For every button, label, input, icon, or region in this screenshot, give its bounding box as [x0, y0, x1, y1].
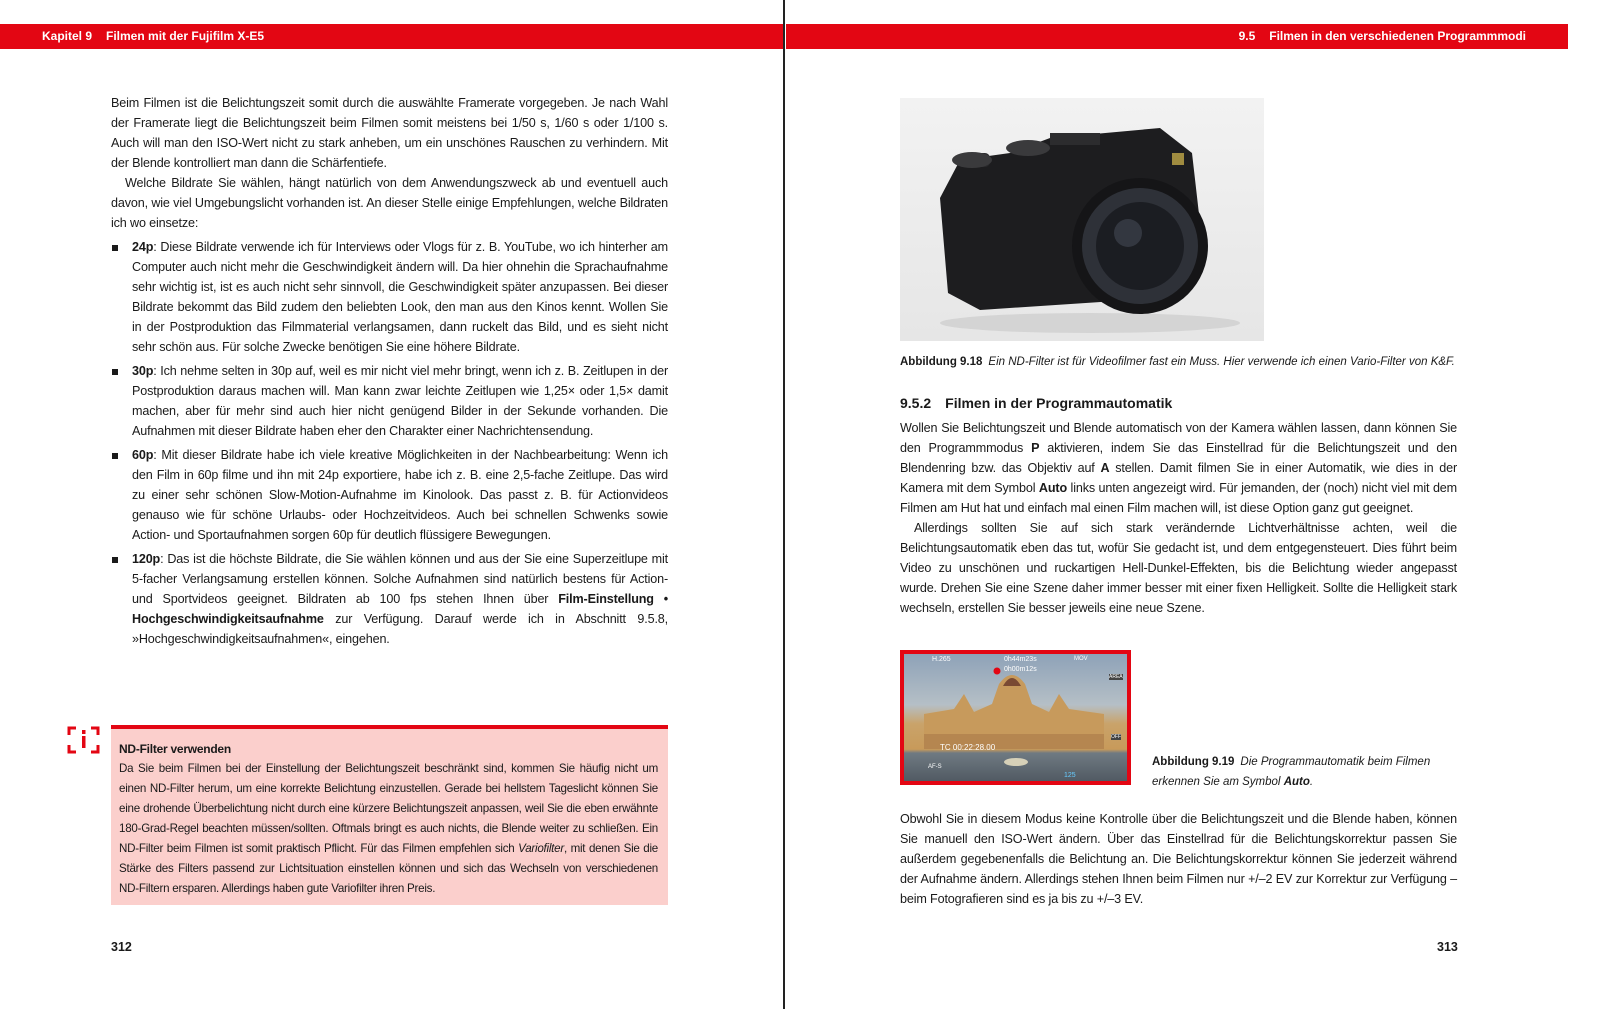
figure-caption-bold: Auto: [1283, 776, 1310, 788]
figure-label: Abbildung 9.18: [900, 356, 983, 368]
italic-text: Variofilter: [518, 842, 564, 855]
camera-illustration: [900, 98, 1264, 341]
remaining-time: 0h44m23s: [1004, 656, 1037, 663]
figure-label: Abbildung 9.19: [1152, 756, 1235, 768]
text-run: Allerdings sollten Sie auf sich stark verändernde Lichtverhältnisse achten, weil die Belichtungsautomatik eben das tut, wofür Sie gedacht ist, und dem entgegensteuert. Dies führt beim Video zu unschönen und ruckartigen Hell-Dunkel-Effekten, bis die Belichtung wieder angepasst wurde. Drehen Sie eine Szene daher immer besser mit einer fixen Helligkeit. Sollte die Helligkeit stark wechseln, erstellen Sie besser jeweils eine neue Szene.: [900, 521, 1457, 615]
paragraph: [900, 809, 1457, 909]
bold-text: 30p: [132, 364, 154, 378]
text-run: : Das ist die höchste Bildrate, die Sie wählen können und aus der Sie eine Superzeitlupe mit 5-facher Verlangsamung erstellen können. Solche Aufnahmen sind natürlich bestens für Action- und Sportvideos geeignet. Bildraten ab 100 fps stehen Ihnen über: [132, 552, 668, 606]
timecode: TC 00:22:28.00: [940, 743, 996, 752]
framerate-list: [111, 237, 668, 649]
info-box: [111, 725, 668, 905]
section-number: 9.5: [1238, 29, 1256, 43]
figure-9-18-caption: [900, 352, 1460, 372]
info-box-text: [119, 759, 658, 899]
section-heading-number: 9.5.2: [900, 395, 932, 411]
section-heading-title: Filmen in der Programmautomatik: [945, 395, 1173, 411]
running-header-right: [786, 24, 1568, 49]
bold-text: 24p: [132, 240, 154, 254]
camera-screen-photo: [900, 650, 1131, 785]
figure-caption-text: Ein ND-Filter ist für Videofilmer fast ein Muss. Hier verwende ich einen Vario-Filter von K&F.: [988, 356, 1455, 368]
list-item: [111, 237, 668, 357]
figure-caption-text: Die Programmautomatik beim Filmen erkennen Sie am Symbol: [1152, 756, 1431, 788]
bold-text: Auto: [1038, 481, 1067, 495]
info-box-title: ND-Filter verwenden: [119, 742, 231, 756]
text-run: : Mit dieser Bildrate habe ich viele kreative Möglichkeiten in der Nachbearbeitung: Wenn ich den Film in 60p filme und ihn mit 24p exportiere, habe ich z. B. eine 2,5-fache Zeitlupe. Das wird zu einer sehr schönen Slow-Motion-Aufnahme im Kinolook. Das passt z. B. für Actionvideos genauso wie für schöne Urlaubs- oder Hochzeitvideos. Auch bei schnellen Schwenks sowie Action- und Sportaufnahmen sorgen 60p für deutlich flüssigere Bewegungen.: [132, 448, 668, 542]
bold-text: 60p: [132, 448, 154, 462]
text-run: Wollen Sie Belichtungszeit und Blende automatisch von der Kamera wählen lassen, dann können Sie den Programmmodus: [900, 421, 1457, 455]
info-icon: [67, 726, 100, 754]
area-button: AREA: [1109, 674, 1123, 680]
page-spine: [783, 0, 785, 1009]
text-run: Beim Filmen ist die Belichtungszeit somit durch die auswählte Framerate vorgegeben. Je nach Wahl der Framerate liegt die Belichtungszeit beim Filmen somit meistens bei 1/50 s, 1/60 s oder 1/100 s. Auch will man den ISO-Wert nicht zu stark anheben, um ein unschönes Rauschen zu verhindern. Mit der Blende kontrolliert man dann die Schärfentiefe.: [111, 96, 668, 170]
text-run: zur Verfügung. Darauf werde ich in Abschnitt 9.5.8, »Hochgeschwindigkeitsaufnahmen«, eingehen.: [132, 612, 668, 646]
focus-mode: AF-S: [928, 764, 942, 770]
text-run: : Diese Bildrate verwende ich für Interviews oder Vlogs für z. B. YouTube, wo ich hinterher am Computer auch nicht mehr die Geschwindigkeit ändern will. Da hier ohnehin die Sprachaufnahme sehr wichtig ist, ist es auch nicht sehr sinnvoll, die Geschwindigkeit später anzupassen. Bei dieser Bildrate bekommt das Bild zudem den beliebten Look, den man aus den Kinos kennt. Wollen Sie in der Postproduktion das Filmmaterial verlangsamen, dann ruckelt das Bild, und es sieht nicht sehr schön aus. Für solche Zwecke benötigen Sie eine höhere Bildrate.: [132, 240, 668, 354]
text-run: Obwohl Sie in diesem Modus keine Kontrolle über die Belichtungszeit und die Blende haben, können Sie manuell den ISO-Wert ändern. Über das Einstellrad für die Belichtungskorrektur passen Sie außerdem gegebenenfalls die Belichtung an. Die Belichtungskorrektur können Sie jederzeit während der Aufnahme ändern. Allerdings stehen Ihnen beim Filmen nur +/–2 EV zur Korrektur zur Verfügung – beim Fotografieren sind es ja bis zu +/–3 EV.: [900, 812, 1457, 906]
figure-9-19-caption: [1152, 752, 1432, 792]
page-number-left: 312: [111, 940, 132, 954]
list-item: [111, 445, 668, 545]
right-body-1: [900, 418, 1457, 618]
section-heading: [900, 395, 1186, 411]
page-number-right: 313: [1437, 940, 1458, 954]
bold-text: 120p: [132, 552, 161, 566]
figure-caption-end: .: [1309, 776, 1314, 788]
text-run: aktivieren, indem Sie das Einstellrad für die Belichtungszeit und den Blendenring bzw. das Objektiv auf: [900, 441, 1457, 475]
list-item: [111, 361, 668, 441]
text-run: Welche Bildrate Sie wählen, hängt natürlich von dem Anwendungszweck ab und eventuell auch davon, wie viel Umgebungslicht vorhanden ist. An dieser Stelle einige Empfehlungen, welche Bildraten ich wo einsetze:: [111, 176, 668, 230]
text-run: , mit denen Sie die Stärke des Filters passend zur Lichtsituation einstellen können und sich das Wechseln von verschiedenen ND-Filtern ersparen. Allerdings haben gute Variofilter ihren Preis.: [119, 842, 658, 895]
parliament-illustration: [904, 654, 1127, 781]
right-paragraphs-2: [900, 809, 1457, 909]
chapter-number: Kapitel 9: [42, 29, 93, 43]
text-run: links unten angezeigt wird. Für jemanden, der (noch) nicht viel mit dem Filmen am Hut hat und einfach mal einen Film machen will, ist diese Option ganz gut geeignet.: [900, 481, 1457, 515]
section-title: Filmen in den verschiedenen Programmmodi: [1269, 29, 1526, 43]
off-indicator: OFF: [1111, 734, 1121, 740]
paragraph: [900, 518, 1457, 618]
chapter-title: Filmen mit der Fujifilm X-E5: [106, 29, 265, 43]
text-run: stellen. Damit filmen Sie in einer Automatik, wie dies in der Kamera mit dem Symbol: [900, 461, 1457, 495]
elapsed-time: 0h00m12s: [1004, 666, 1037, 673]
text-run: Da Sie beim Filmen bei der Einstellung der Belichtungszeit beschränkt sind, kommen Sie häufig nicht um einen ND-Filter herum, um eine korrekte Belichtung einzustellen. Gerade bei hellstem Tageslicht können Sie eine drohende Überbelichtung nicht durch eine kürzere Belichtungszeit anpassen, weil Sie die eben erwähnte 180-Grad-Regel beachten müssen/sollten. Oftmals bringt es auch nichts, die Blende weiter zu schließen. Ein ND-Filter beim Filmen ist somit praktisch Pflicht. Für das Filmen empfehlen sich: [119, 762, 658, 855]
bold-text: P: [1031, 441, 1040, 455]
left-paragraphs: [111, 93, 668, 233]
right-paragraphs-1: [900, 418, 1457, 618]
iso-value: 125: [1064, 772, 1076, 779]
text-run: : Ich nehme selten in 30p auf, weil es mir nicht viel mehr bringt, wenn ich z. B. Zeitlupen in der Postproduktion daraus machen will. Man kann zwar leichte Zeitlupen wie 1,25× oder 1,5× damit machen, aber für mehr sind auch hier nicht genügend Bilder in der Sekunde vorhanden. Die Aufnahmen mit dieser Bildrate haben eher den Charakter einer Nachrichtensendung.: [132, 364, 668, 438]
left-page-body: [111, 93, 668, 649]
running-header-left: [0, 24, 783, 49]
paragraph: [111, 173, 668, 233]
camera-photo: [900, 98, 1264, 341]
file-format: MOV: [1074, 656, 1088, 662]
paragraph: [900, 418, 1457, 518]
right-body-2: [900, 809, 1457, 909]
bold-text: A: [1100, 461, 1110, 475]
bold-text: Film-Einstellung • Hochgeschwindigkeitsaufnahme: [132, 592, 668, 626]
paragraph: [111, 93, 668, 173]
codec-readout: H.265: [932, 656, 951, 663]
list-item: [111, 549, 668, 649]
